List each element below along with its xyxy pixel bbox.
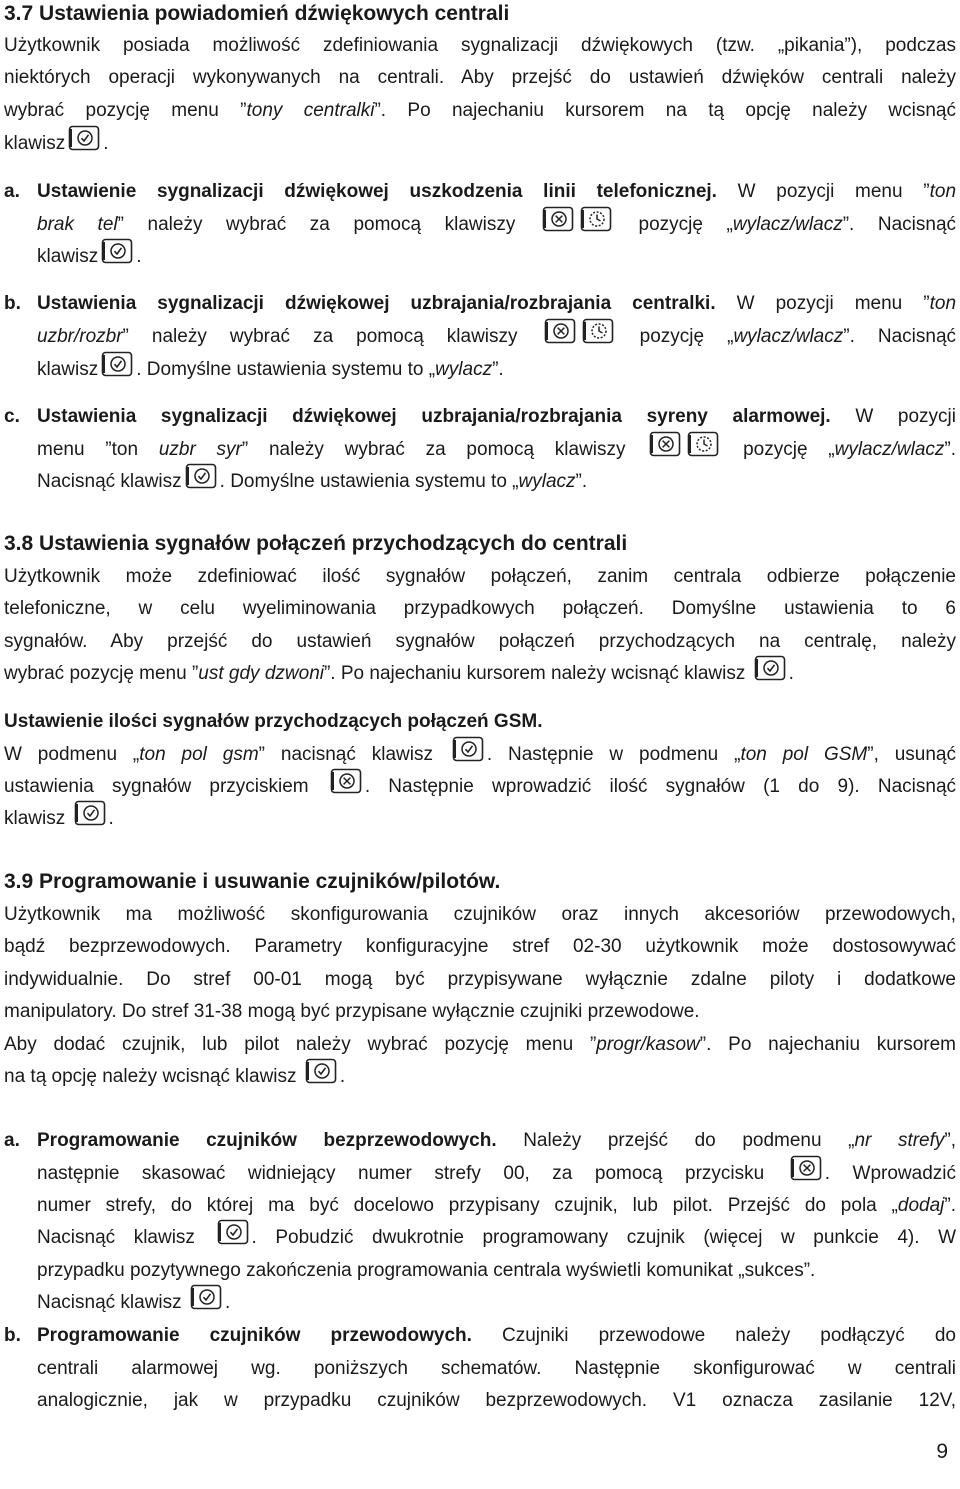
paragraph-line: klawisz . — [4, 803, 956, 835]
clock-key-icon — [582, 318, 614, 344]
paragraph-line: Użytkownik posiada możliwość zdefiniowania sygnalizacji dźwiękowych (tzw. „pikania”), podczas — [4, 35, 956, 56]
list-item-line: klawisz . Domyślne ustawienia systemu to „wylacz”. — [37, 354, 956, 386]
list-item-line: Nacisnąć klawisz . Pobudzić dwukrotnie programowany czujnik (więcej w punkcie 4). W — [37, 1222, 956, 1254]
cancel-key-icon — [790, 1155, 822, 1181]
paragraph-line: ustawienia sygnałów przyciskiem . Następnie wprowadzić ilość sygnałów (1 do 9). Nacisnąć — [4, 771, 956, 803]
list-item-line: uzbr/rozbr” należy wybrać za pomocą klawiszy pozycję „wylacz/wlacz”. Nacisnąć — [37, 321, 956, 353]
paragraph-line: bądź bezprzewodowych. Parametry konfiguracyjne stref 02-30 użytkownik może dostosowywać — [4, 936, 956, 957]
list-item-a: a. Ustawienie sygnalizacji dźwiękowej uszkodzenia linii telefonicznej. W pozycji menu ”ton — [4, 181, 957, 202]
paragraph-line: indywidualnie. Do stref 00-01 mogą być przypisywane wyłącznie zdalne piloty i dodatkowe — [4, 969, 956, 990]
list-item-b: b. Programowanie czujników przewodowych. Czujniki przewodowe należy podłączyć do — [4, 1325, 956, 1346]
list-item-line: centrali alarmowej wg. poniższych schematów. Następnie skonfigurować w centrali — [37, 1358, 956, 1379]
ok-key-icon — [68, 125, 100, 151]
clock-key-icon — [687, 431, 719, 457]
paragraph-line: sygnałów. Aby przejść do ustawień sygnałów połączeń przychodzących na centralę, należy — [4, 631, 956, 652]
ok-key-icon — [754, 655, 786, 681]
ok-key-icon — [101, 351, 133, 377]
paragraph-line: klawisz . — [4, 128, 956, 160]
paragraph-line: manipulatory. Do stref 31-38 mogą być przypisane wyłącznie czujniki przewodowe. — [4, 1001, 700, 1022]
cancel-key-icon — [544, 318, 576, 344]
paragraph-line: na tą opcję należy wcisnąć klawisz . — [4, 1061, 956, 1093]
list-item-c: c. Ustawienia sygnalizacji dźwiękowej uzbrajania/rozbrajania syreny alarmowej. W pozycji — [4, 406, 956, 427]
sub-heading-gsm: Ustawienie ilości sygnałów przychodzących połączeń GSM. — [4, 711, 543, 732]
cancel-key-icon — [649, 431, 681, 457]
ok-key-icon — [74, 800, 106, 826]
ok-key-icon — [305, 1058, 337, 1084]
paragraph-line: wybrać pozycję menu ”tony centralki”. Po najechaniu kursorem na tą opcję należy wcisnąć — [4, 100, 956, 121]
ok-key-icon — [217, 1219, 249, 1245]
clock-key-icon — [580, 206, 612, 232]
ok-key-icon — [190, 1284, 222, 1310]
list-item-a: a. Programowanie czujników bezprzewodowych. Należy przejść do podmenu „nr strefy”, — [4, 1130, 957, 1151]
paragraph-line: niektórych operacji wykonywanych na centrali. Aby przejść do ustawień dźwięków centrali należy — [4, 67, 956, 88]
list-item-line: Nacisnąć klawisz . Domyślne ustawienia systemu to „wylacz”. — [37, 466, 956, 498]
cancel-key-icon — [330, 768, 362, 794]
list-item-line: numer strefy, do której ma być docelowo przypisany czujnik, lub pilot. Przejść do pola „dodaj”. — [37, 1195, 956, 1216]
list-item-line: Nacisnąć klawisz . — [37, 1287, 956, 1319]
paragraph-line: Użytkownik może zdefiniować ilość sygnałów połączeń, zanim centrala odbierze połączenie — [4, 566, 956, 587]
section-heading-3-7: 3.7 Ustawienia powiadomień dźwiękowych centrali — [4, 2, 510, 25]
menu-name: tony centralki — [246, 100, 375, 121]
page-number: 9 — [936, 1440, 948, 1463]
paragraph-line: telefoniczne, w celu wyeliminowania przypadkowych połączeń. Domyślne ustawienia to 6 — [4, 598, 956, 619]
list-item-line: analogicznie, jak w przypadku czujników bezprzewodowych. V1 oznacza zasilanie 12V, — [37, 1390, 956, 1411]
paragraph-line: wybrać pozycję menu ”ust gdy dzwoni”. Po najechaniu kursorem należy wcisnąć klawisz . — [4, 658, 956, 690]
paragraph-line: Aby dodać czujnik, lub pilot należy wybrać pozycję menu ”progr/kasow”. Po najechaniu kursorem — [4, 1034, 956, 1055]
list-item-line: menu ”ton uzbr syr” należy wybrać za pomocą klawiszy pozycję „wylacz/wlacz”. — [37, 434, 956, 466]
ok-key-icon — [452, 736, 484, 762]
list-item-line: przypadku pozytywnego zakończenia programowania centrala wyświetli komunikat „sukces”. — [37, 1260, 816, 1281]
ok-key-icon — [101, 238, 133, 264]
list-item-line: brak tel” należy wybrać za pomocą klawiszy pozycję „wylacz/wlacz”. Nacisnąć — [37, 209, 956, 241]
section-heading-3-8: 3.8 Ustawienia sygnałów połączeń przychodzących do centrali — [4, 532, 628, 555]
section-heading-3-9: 3.9 Programowanie i usuwanie czujników/pilotów. — [4, 870, 501, 893]
list-item-line: klawisz . — [37, 241, 956, 273]
cancel-key-icon — [542, 206, 574, 232]
list-item-b: b. Ustawienia sygnalizacji dźwiękowej uzbrajania/rozbrajania centralki. W pozycji menu ”ton — [4, 293, 957, 314]
paragraph-line: W podmenu „ton pol gsm” nacisnąć klawisz . Następnie w podmenu „ton pol GSM”, usunąć — [4, 739, 956, 771]
paragraph-line: Użytkownik ma możliwość skonfigurowania czujników oraz innych akcesoriów przewodowych, — [4, 904, 956, 925]
list-item-line: następnie skasować widniejący numer strefy 00, za pomocą przycisku . Wprowadzić — [37, 1158, 956, 1190]
ok-key-icon — [185, 463, 217, 489]
